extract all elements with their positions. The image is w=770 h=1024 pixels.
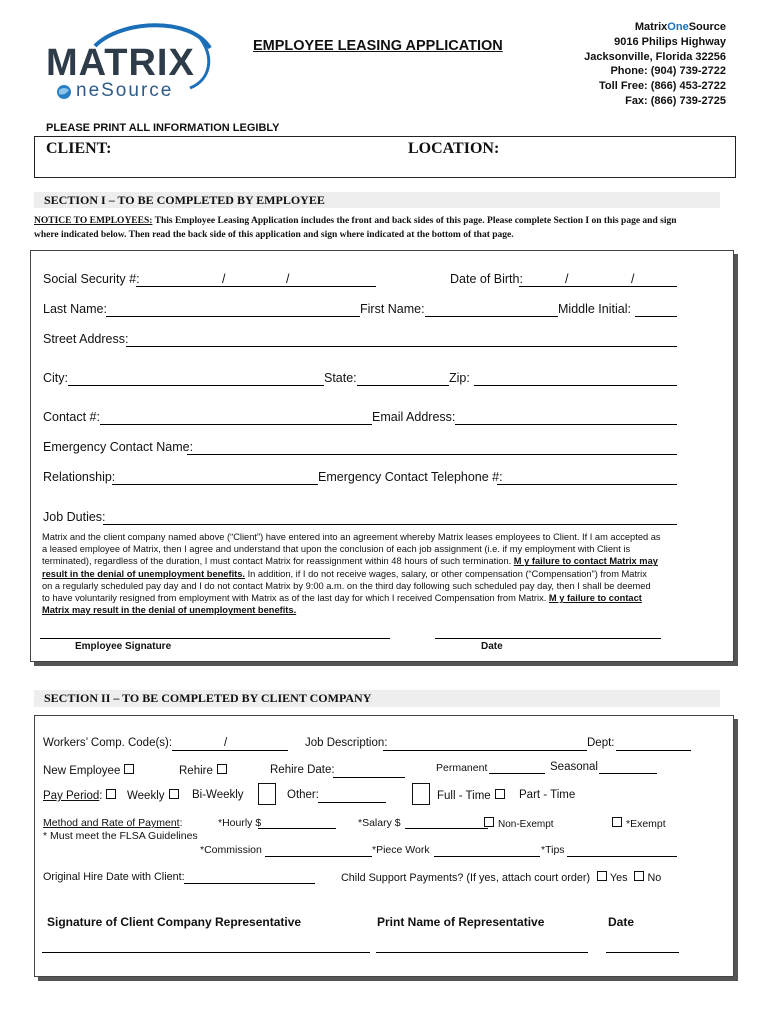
- non-exempt-checkbox[interactable]: [484, 817, 494, 827]
- company-logo: [40, 18, 220, 106]
- piece-field[interactable]: [434, 856, 540, 857]
- tips-field[interactable]: [567, 856, 677, 857]
- emergency-phone-field[interactable]: [497, 484, 677, 485]
- client-label: CLIENT:: [46, 140, 112, 157]
- street-label: Street Address:: [43, 332, 129, 346]
- zip-field[interactable]: [474, 385, 677, 386]
- state-field[interactable]: [357, 385, 449, 386]
- city-field[interactable]: [68, 385, 324, 386]
- hourly-label: *Hourly $: [218, 817, 262, 829]
- flsa-note: * Must meet the FLSA Guidelines: [43, 830, 198, 842]
- permanent-label: Permanent: [436, 762, 488, 774]
- last-name-label: Last Name:: [43, 302, 107, 316]
- company-info: [584, 20, 726, 109]
- company-address: 9016 Philips Highway: [614, 35, 726, 48]
- ssn-label: Social Security #:: [43, 272, 140, 286]
- new-employee-checkbox[interactable]: [124, 764, 134, 774]
- agreement-text: Matrix and the client company named above (“Client”) have entered into an agreement whereby Matrix leases employees to Client. If I am accepted as a leased employee of Matrix, then I agree and understand that upon the conclusion of each job assignment (i.e. if my employment with Client is terminated), regardless of the duration, I must contact Matrix for reassignment within 48 hours of such termination. M y failure to contact Matrix may result in the denial of unemployment benefits. In addition, if I do not receive wages, salary, or other compensation (“Compensation”) from Matrix on a regularly scheduled pay day and I do not contact Matrix by 9:00 a.m. on the third day following such scheduled pay day, then I shall be deemed to have voluntarily resigned from employment with Matrix as of the last day for which I received Compensation from Matrix. M y failure to contact Matrix may result in the denial of unemployment benefits.: [42, 532, 661, 616]
- notice-label: NOTICE TO EMPLOYEES:: [34, 216, 153, 226]
- job-desc-field[interactable]: [383, 750, 587, 751]
- non-exempt-option[interactable]: Non-Exempt: [484, 817, 554, 830]
- first-name-label: First Name:: [360, 302, 425, 316]
- exempt-checkbox[interactable]: [612, 817, 622, 827]
- page-title: EMPLOYEE LEASING APPLICATION: [253, 38, 503, 54]
- biweekly-label: Bi-Weekly: [192, 789, 244, 801]
- commission-field[interactable]: [265, 856, 372, 857]
- employee-date-label: Date: [481, 641, 503, 652]
- child-support-no-checkbox[interactable]: [634, 871, 644, 881]
- street-field[interactable]: [126, 346, 677, 347]
- permanent-field[interactable]: [489, 773, 545, 774]
- emergency-name-label: Emergency Contact Name:: [43, 440, 194, 454]
- ssn-slash-1: /: [222, 272, 226, 286]
- relationship-field[interactable]: [112, 484, 318, 485]
- child-support-row: Child Support Payments? (If yes, attach court order) Yes No: [341, 872, 662, 884]
- section2-title: SECTION II – TO BE COMPLETED BY CLIENT COMPANY: [44, 691, 372, 705]
- dob-field[interactable]: [519, 286, 677, 287]
- orig-hire-field[interactable]: [184, 883, 315, 884]
- logo-text: MATRIX: [46, 42, 195, 84]
- workers-comp-label: Workers’ Comp. Code(s):: [43, 737, 173, 749]
- client-signature-field[interactable]: [42, 952, 370, 953]
- contact-label: Contact #:: [43, 410, 100, 424]
- method-label: Method and Rate of Payment:: [43, 817, 183, 829]
- commission-label: *Commission: [200, 844, 262, 856]
- location-field[interactable]: [500, 140, 725, 170]
- section1-title: SECTION I – TO BE COMPLETED BY EMPLOYEE: [44, 193, 325, 207]
- dob-slash-1: /: [565, 272, 569, 286]
- company-phone: Phone: (904) 739-2722: [610, 65, 726, 78]
- ssn-slash-2: /: [286, 272, 290, 286]
- print-name-field[interactable]: [376, 952, 588, 953]
- emergency-name-field[interactable]: [187, 454, 677, 455]
- dob-slash-2: /: [631, 272, 635, 286]
- weekly-checkbox[interactable]: [169, 789, 179, 799]
- salary-label: *Salary $: [358, 817, 401, 829]
- company-city: Jacksonville, Florida 32256: [584, 50, 726, 63]
- middle-initial-label: Middle Initial:: [558, 302, 631, 316]
- zip-label: Zip:: [449, 371, 470, 385]
- rehire-date-label: Rehire Date:: [270, 764, 335, 776]
- full-time-checkbox[interactable]: [495, 789, 505, 799]
- location-label: LOCATION:: [408, 140, 500, 157]
- rehire-option[interactable]: Rehire: [179, 764, 227, 777]
- biweekly-checkbox[interactable]: [258, 783, 276, 805]
- company-tollfree: Toll Free: (866) 453-2722: [599, 80, 726, 93]
- workers-comp-slash: /: [224, 737, 228, 749]
- part-time-label: Part - Time: [519, 789, 576, 801]
- hourly-field[interactable]: [258, 828, 336, 829]
- piece-label: *Piece Work: [372, 844, 430, 856]
- client-sig-label: Signature of Client Company Representative: [47, 915, 302, 929]
- middle-initial-field[interactable]: [635, 316, 677, 317]
- print-name-label: Print Name of Representative: [377, 915, 545, 929]
- notice-text: This Employee Leasing Application includes the front and back sides of this page. Please complete Section I on this page and sign: [152, 216, 677, 226]
- workers-comp-field[interactable]: [172, 750, 288, 751]
- client-date-field[interactable]: [606, 952, 679, 953]
- print-notice: PLEASE PRINT ALL INFORMATION LEGIBLY: [46, 122, 280, 134]
- notice-line-1: [34, 216, 677, 226]
- employee-signature-label: Employee Signature: [75, 641, 172, 652]
- other-label: Other:: [287, 789, 319, 801]
- ssn-field[interactable]: [136, 286, 376, 287]
- exempt-option[interactable]: *Exempt: [612, 817, 666, 830]
- rehire-checkbox[interactable]: [217, 764, 227, 774]
- child-support-yes-checkbox[interactable]: [597, 871, 607, 881]
- first-name-field[interactable]: [425, 316, 558, 317]
- state-label: State:: [324, 371, 357, 385]
- relationship-label: Relationship:: [43, 470, 116, 484]
- yes-label: Yes: [609, 872, 628, 884]
- client-date-label: Date: [608, 915, 635, 929]
- rehire-date-field[interactable]: [333, 777, 405, 778]
- email-field[interactable]: [455, 424, 677, 425]
- contact-field[interactable]: [100, 424, 372, 425]
- company-fax: Fax: (866) 739-2725: [625, 94, 726, 107]
- last-name-field[interactable]: [106, 316, 360, 317]
- weekly-option[interactable]: Weekly: [127, 789, 179, 802]
- dept-field[interactable]: [616, 750, 691, 751]
- employee-signature-field[interactable]: [40, 638, 390, 639]
- company-name: MatrixOneSource: [634, 21, 726, 33]
- employee-date-field[interactable]: [435, 638, 661, 639]
- orig-hire-label: Original Hire Date with Client:: [43, 871, 185, 883]
- dob-label: Date of Birth:: [450, 272, 523, 286]
- client-field[interactable]: [120, 140, 390, 170]
- new-employee-option[interactable]: New Employee: [43, 764, 134, 777]
- job-duties-label: Job Duties:: [43, 510, 106, 524]
- city-label: City:: [43, 371, 68, 385]
- no-label: No: [647, 872, 662, 884]
- salary-field[interactable]: [405, 828, 488, 829]
- other-checkbox[interactable]: [412, 783, 430, 805]
- job-duties-field[interactable]: [103, 524, 677, 525]
- notice-line-2: where indicated below. Then read the back side of this application and sign where indicated at the bottom of that page.: [34, 230, 514, 240]
- other-field[interactable]: [318, 802, 386, 803]
- seasonal-field[interactable]: [599, 773, 657, 774]
- full-time-option[interactable]: Full - Time: [437, 789, 505, 802]
- pay-period-label: Pay Period:: [43, 789, 116, 802]
- logo-subtext: neSource: [76, 80, 174, 101]
- emergency-phone-label: Emergency Contact Telephone #:: [318, 470, 503, 484]
- seasonal-label: Seasonal: [550, 761, 598, 773]
- email-label: Email Address:: [372, 410, 456, 424]
- job-desc-label: Job Description:: [305, 737, 388, 749]
- dept-label: Dept:: [587, 737, 615, 749]
- tips-label: *Tips: [541, 844, 565, 856]
- pay-period-checkbox[interactable]: [106, 789, 116, 799]
